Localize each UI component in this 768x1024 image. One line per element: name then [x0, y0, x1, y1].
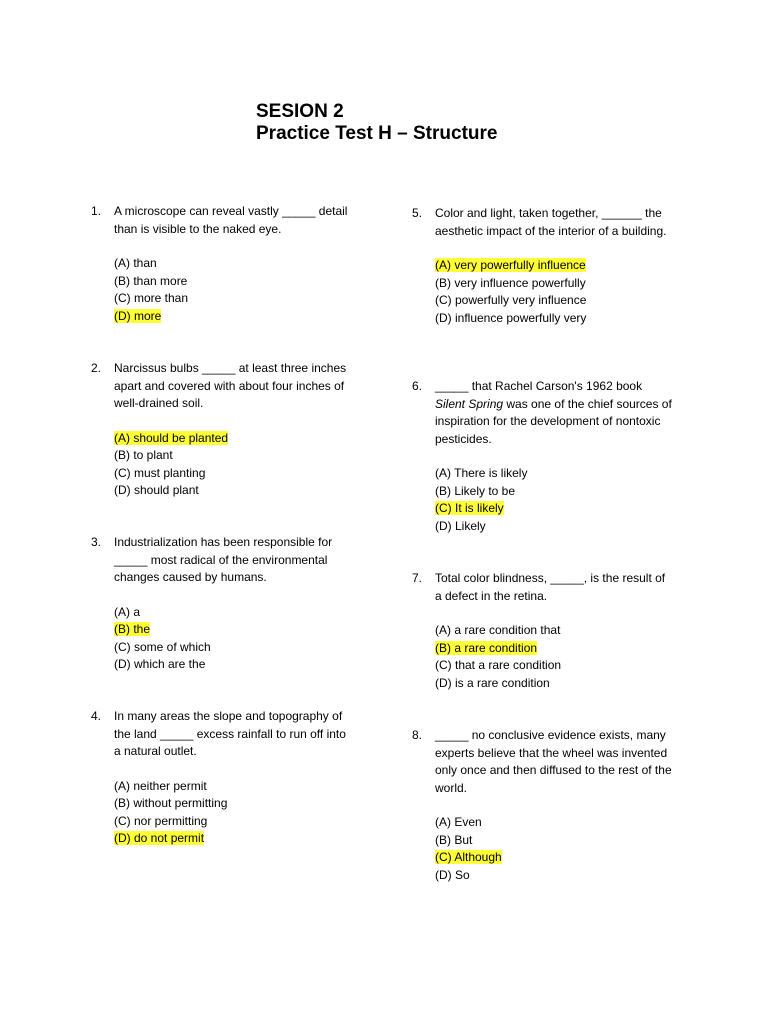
session-title: SESION 2	[256, 101, 344, 122]
answer-option	[435, 849, 672, 867]
question-3	[91, 534, 351, 674]
question-number: 6.	[412, 379, 423, 393]
question-7	[412, 570, 672, 692]
answer-option	[435, 310, 672, 328]
answer-option	[435, 814, 672, 832]
document-title	[256, 101, 497, 145]
question-number: 1.	[91, 204, 102, 218]
question-5	[412, 205, 672, 327]
question-text: _____ no conclusive evidence exists, many experts believe that the wheel was invented only once and then diffused to the rest of the world.	[435, 728, 672, 795]
answer-option	[114, 795, 351, 813]
answer-text: (D) is a rare condition	[435, 675, 550, 690]
option-list	[435, 814, 672, 884]
question-text: In many areas the slope and topography of the land _____ excess rainfall to run off into a natural outlet.	[114, 709, 346, 758]
option-list	[114, 604, 351, 674]
answer-text: (C) must planting	[114, 465, 206, 480]
answer-option	[114, 639, 351, 657]
question-text-start: _____ that Rachel Carson's 1962 book	[435, 379, 643, 393]
question-text: Total color blindness, _____, is the result of a defect in the retina.	[435, 571, 666, 603]
question-text-end: was one of the chief sources of inspiration for the development of nontoxic pesticides.	[435, 396, 672, 446]
question-number: 3.	[91, 535, 102, 549]
answer-text: (A) neither permit	[114, 778, 207, 793]
question-1	[91, 203, 351, 325]
question-text	[435, 378, 672, 448]
answer-option	[114, 273, 351, 291]
answer-text: (A) There is likely	[435, 466, 528, 480]
question-number: 4.	[91, 709, 102, 723]
question-number: 2.	[91, 361, 102, 375]
highlighted-answer-text: (C) Although	[435, 850, 502, 864]
answer-option	[114, 656, 351, 674]
answer-option	[114, 830, 351, 848]
answer-text: (D) should plant	[114, 483, 199, 497]
question-text: Narcissus bulbs _____ at least three inches apart and covered with about four inches of well-drained soil.	[114, 361, 347, 410]
question-number: 7.	[412, 571, 423, 585]
answer-option	[435, 518, 672, 536]
answer-option	[435, 465, 672, 483]
highlighted-answer-text: (C) It is likely	[435, 501, 504, 515]
highlighted-answer-text: (D) more	[114, 308, 162, 323]
question-2	[91, 360, 351, 500]
option-list	[114, 255, 351, 325]
answer-option	[114, 778, 351, 796]
answer-option	[435, 483, 672, 501]
option-list	[435, 622, 672, 692]
answer-option	[114, 447, 351, 465]
answer-option	[114, 290, 351, 308]
answer-text: (C) nor permitting	[114, 813, 208, 828]
highlighted-answer-text: (A) should be planted	[114, 430, 229, 445]
question-text: A microscope can reveal vastly _____ detail than is visible to the naked eye.	[114, 204, 348, 236]
question-number: 8.	[412, 728, 423, 742]
answer-option	[114, 621, 351, 639]
answer-option	[114, 482, 351, 500]
answer-text: (C) powerfully very influence	[435, 293, 587, 307]
answer-text: (A) than	[114, 256, 157, 270]
answer-option	[435, 867, 672, 885]
option-list	[114, 430, 351, 500]
answer-text: (D) Likely	[435, 518, 486, 533]
question-8	[412, 727, 672, 884]
answer-option	[435, 257, 672, 275]
question-4	[91, 708, 351, 848]
answer-text: (D) influence powerfully very	[435, 310, 587, 325]
answer-text: (C) that a rare condition	[435, 658, 562, 672]
answer-option	[114, 255, 351, 273]
answer-option	[435, 640, 672, 658]
answer-option	[114, 604, 351, 622]
option-list	[114, 778, 351, 848]
answer-text: (B) to plant	[114, 448, 173, 462]
answer-option	[114, 813, 351, 831]
answer-option	[435, 657, 672, 675]
answer-text: (B) very influence powerfully	[435, 275, 586, 290]
answer-option	[114, 465, 351, 483]
answer-option	[435, 500, 672, 518]
answer-text: (B) without permitting	[114, 796, 228, 810]
answer-option	[114, 430, 351, 448]
highlighted-answer-text: (A) very powerfully influence	[435, 258, 586, 272]
option-list	[435, 257, 672, 327]
answer-text: (A) a	[114, 604, 141, 619]
answer-text: (C) some of which	[114, 639, 211, 654]
answer-text: (B) than more	[114, 273, 188, 288]
test-title: Practice Test H – Structure	[256, 123, 498, 144]
answer-option	[435, 275, 672, 293]
highlighted-answer-text: (B) a rare condition	[435, 640, 538, 655]
answer-text: (C) more than	[114, 291, 189, 305]
question-6	[412, 378, 672, 535]
answer-text: (D) which are the	[114, 657, 206, 671]
question-number: 5.	[412, 206, 423, 220]
answer-text: (A) Even	[435, 815, 482, 829]
answer-option	[435, 832, 672, 850]
book-title: Silent Spring	[435, 396, 504, 411]
option-list	[435, 465, 672, 535]
answer-text: (B) But	[435, 832, 473, 847]
answer-option	[114, 308, 351, 326]
highlighted-answer-text: (B) the	[114, 622, 151, 636]
answer-option	[435, 622, 672, 640]
answer-text: (D) So	[435, 867, 470, 882]
answer-option	[435, 292, 672, 310]
highlighted-answer-text: (D) do not permit	[114, 831, 205, 845]
answer-text: (B) Likely to be	[435, 483, 516, 498]
question-text: Color and light, taken together, ______ the aesthetic impact of the interior of a building.	[435, 206, 667, 238]
answer-option	[435, 675, 672, 693]
question-text: Industrialization has been responsible for _____ most radical of the environmental changes caused by humans.	[114, 535, 333, 584]
answer-text: (A) a rare condition that	[435, 623, 561, 637]
